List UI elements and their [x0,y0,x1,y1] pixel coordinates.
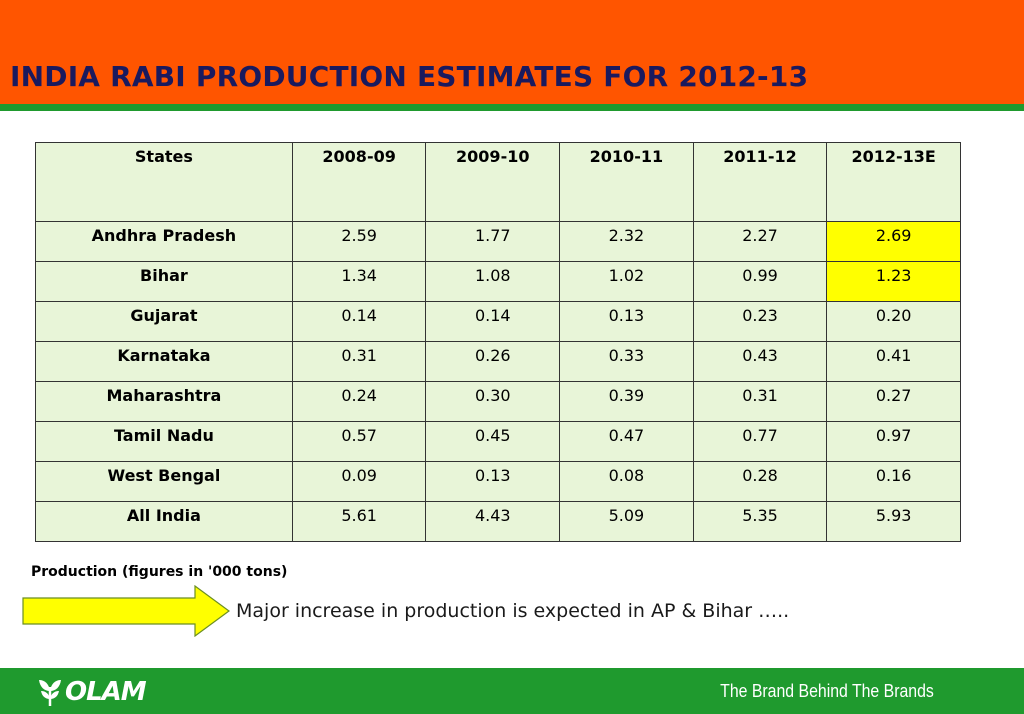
value-cell: 0.39 [560,382,694,422]
value-cell: 0.23 [693,302,827,342]
column-header: 2008-09 [292,143,426,222]
state-cell: Bihar [36,262,293,302]
value-cell: 0.99 [693,262,827,302]
column-header: 2011-12 [693,143,827,222]
slide-title: INDIA RABI PRODUCTION ESTIMATES FOR 2012-13 [10,60,809,93]
state-cell: Maharashtra [36,382,293,422]
value-cell: 0.33 [560,342,694,382]
value-cell: 1.77 [426,222,560,262]
value-cell: 0.30 [426,382,560,422]
column-header: 2010-11 [560,143,694,222]
value-cell: 0.45 [426,422,560,462]
table-row [36,422,961,462]
highlighted-value-cell: 2.69 [827,222,961,262]
table-row [36,302,961,342]
table-row [36,382,961,422]
value-cell: 5.35 [693,502,827,542]
state-cell: Andhra Pradesh [36,222,293,262]
value-cell: 0.13 [426,462,560,502]
value-cell: 2.32 [560,222,694,262]
table-row [36,462,961,502]
table-row [36,262,961,302]
olam-leaf-icon [38,677,62,707]
value-cell: 1.02 [560,262,694,302]
value-cell: 0.77 [693,422,827,462]
olam-logo-text: OLAM [65,677,146,707]
state-cell: Tamil Nadu [36,422,293,462]
value-cell: 5.09 [560,502,694,542]
value-cell: 0.57 [292,422,426,462]
value-cell: 4.43 [426,502,560,542]
state-cell: West Bengal [36,462,293,502]
state-cell: Karnataka [36,342,293,382]
right-arrow-icon [22,585,230,637]
value-cell: 1.34 [292,262,426,302]
value-cell: 0.31 [693,382,827,422]
value-cell: 5.61 [292,502,426,542]
table-row [36,502,961,542]
highlighted-value-cell: 1.23 [827,262,961,302]
table-header-row [36,143,961,222]
value-cell: 0.13 [560,302,694,342]
state-cell: All India [36,502,293,542]
table-row [36,342,961,382]
value-cell: 0.41 [827,342,961,382]
value-cell: 0.28 [693,462,827,502]
value-cell: 0.26 [426,342,560,382]
column-header: 2012-13E [827,143,961,222]
brand-tagline: The Brand Behind The Brands [720,681,934,701]
value-cell: 2.27 [693,222,827,262]
value-cell: 0.16 [827,462,961,502]
value-cell: 0.97 [827,422,961,462]
value-cell: 2.59 [292,222,426,262]
value-cell: 1.08 [426,262,560,302]
value-cell: 0.43 [693,342,827,382]
column-header: States [36,143,293,222]
value-cell: 0.08 [560,462,694,502]
table-row [36,222,961,262]
value-cell: 0.24 [292,382,426,422]
olam-logo [38,674,146,710]
value-cell: 0.31 [292,342,426,382]
value-cell: 0.09 [292,462,426,502]
value-cell: 0.14 [426,302,560,342]
units-note: Production (figures in '000 tons) [31,564,288,580]
header-stripe [0,104,1024,111]
value-cell: 0.27 [827,382,961,422]
value-cell: 0.20 [827,302,961,342]
value-cell: 0.47 [560,422,694,462]
column-header: 2009-10 [426,143,560,222]
value-cell: 5.93 [827,502,961,542]
state-cell: Gujarat [36,302,293,342]
production-table [35,142,961,542]
value-cell: 0.14 [292,302,426,342]
highlight-message: Major increase in production is expected in AP & Bihar ….. [236,600,790,622]
